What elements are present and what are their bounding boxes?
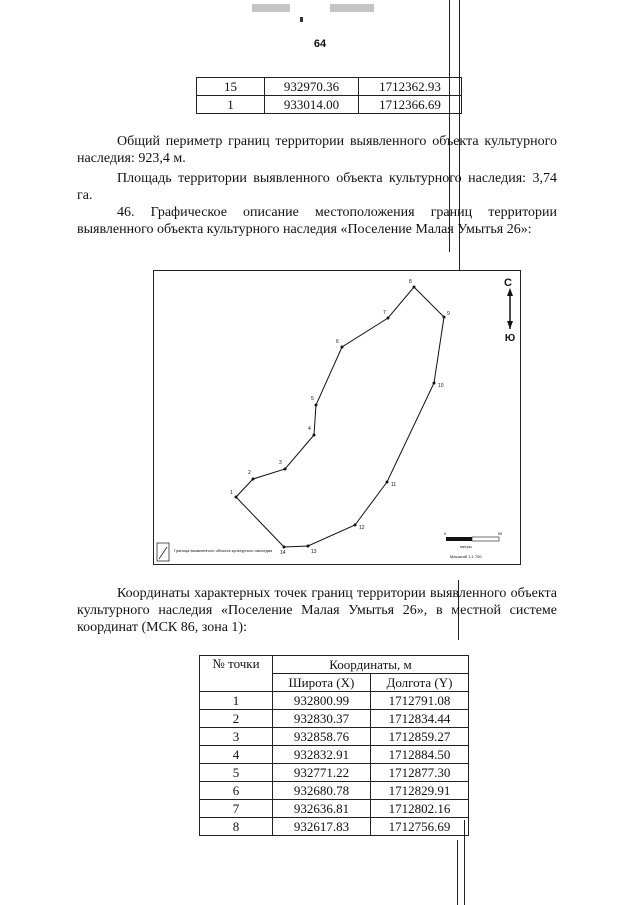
page-number: 64: [313, 38, 327, 50]
point-label: 7: [383, 310, 386, 316]
scale-text: Масштаб 1:1 700: [450, 554, 482, 559]
table-row: [200, 746, 469, 764]
boundary-point: [354, 524, 357, 527]
table-cell: 1: [197, 96, 265, 114]
table-cell: 932832.91: [273, 746, 371, 764]
table-cell: 932858.76: [273, 728, 371, 746]
table-cell: 3: [200, 728, 273, 746]
boundary-point: [283, 546, 286, 549]
point-label: 9: [447, 311, 450, 317]
scan-artifact: [330, 4, 374, 12]
coord-table: [199, 655, 469, 836]
boundary-point: [387, 317, 390, 320]
table-cell: 4: [200, 746, 273, 764]
table-cell: 8: [200, 818, 273, 836]
boundary-point: [313, 434, 316, 437]
point-label: 4: [308, 426, 311, 432]
boundary-point: [315, 404, 318, 407]
table-cell: 1712877.30: [370, 764, 468, 782]
scan-line: [457, 840, 458, 905]
legend-text: Граница выявленного объекта культурного наследия: [174, 548, 273, 553]
table-cell: 5: [200, 764, 273, 782]
table-cell: 1712829.91: [370, 782, 468, 800]
boundary-point: [341, 346, 344, 349]
item-46-paragraph: 46. Графическое описание местоположения границ территории выявленного объекта культурного наследия «Поселение Малая Умытья 26»:: [77, 205, 557, 237]
boundary-point: [413, 286, 416, 289]
table-cell: 1712859.27: [370, 728, 468, 746]
boundary-point: [386, 481, 389, 484]
table-cell: 932636.81: [273, 800, 371, 818]
boundary-point: [433, 382, 436, 385]
table-cell: 932771.22: [273, 764, 371, 782]
north-arrow: [504, 277, 515, 344]
scale-end: 50: [497, 531, 503, 536]
table-header-row: [200, 656, 469, 674]
map-canvas: [154, 271, 520, 564]
south-label: Ю: [504, 333, 516, 344]
point-label: 2: [248, 470, 251, 476]
header-point-number: № точки: [200, 656, 273, 692]
boundary-point: [443, 316, 446, 319]
point-label: 3: [279, 460, 282, 466]
point-label: 1: [230, 490, 233, 496]
table-cell: 1712756.69: [370, 818, 468, 836]
table-row: [200, 818, 469, 836]
boundary-polygon: [236, 287, 444, 547]
table-row: [200, 728, 469, 746]
point-label: 6: [336, 339, 339, 345]
table-cell: 933014.00: [265, 96, 359, 114]
scan-artifact: [300, 17, 303, 22]
boundary-point: [284, 468, 287, 471]
perimeter-paragraph: Общий периметр границ территории выявленного объекта культурного наследия: 923,4 м.: [77, 134, 557, 166]
point-label: 13: [311, 549, 317, 555]
point-label: 12: [359, 525, 365, 531]
table-cell: 932800.99: [273, 692, 371, 710]
point-label: 10: [438, 383, 444, 389]
table-cell: 1712834.44: [370, 710, 468, 728]
table-cell: 932617.83: [273, 818, 371, 836]
point-label: 5: [311, 396, 314, 402]
table-cell: 6: [200, 782, 273, 800]
table-cell: 1712362.93: [359, 78, 462, 96]
north-label: С: [504, 277, 512, 289]
table-row: [200, 764, 469, 782]
map-legend: [157, 543, 272, 561]
point-label: 11: [391, 482, 397, 488]
scale-units: метры: [460, 544, 472, 549]
table-row: [200, 692, 469, 710]
table-row: [197, 78, 462, 96]
table-cell: 1: [200, 692, 273, 710]
area-paragraph: Площадь территории выявленного объекта культурного наследия: 3,74 га.: [77, 171, 557, 203]
table-cell: 932830.37: [273, 710, 371, 728]
table-cell: 1712802.16: [370, 800, 468, 818]
scan-artifact: [252, 4, 290, 12]
point-label: 8: [409, 279, 412, 285]
table-cell: 2: [200, 710, 273, 728]
boundary-map: [153, 270, 521, 565]
header-longitude: Долгота (Y): [370, 674, 468, 692]
point-label: 14: [280, 550, 286, 556]
table-cell: 1712791.08: [370, 692, 468, 710]
table-cell: 1712884.50: [370, 746, 468, 764]
table-cell: 932680.78: [273, 782, 371, 800]
boundary-point: [235, 496, 238, 499]
table-row: [200, 710, 469, 728]
boundary-point: [307, 545, 310, 548]
table-row: [197, 96, 462, 114]
table-cell: 15: [197, 78, 265, 96]
table-cell: 7: [200, 800, 273, 818]
table-row: [200, 800, 469, 818]
scale-bar: [444, 531, 503, 559]
boundary-point: [252, 478, 255, 481]
scale-start: 0: [443, 531, 447, 536]
coords-intro-paragraph: Координаты характерных точек границ территории выявленного объекта культурного наследия «Поселение Малая Умытья 26», в местной системе координат (МСК 86, зона 1):: [77, 586, 557, 635]
header-coordinates: Координаты, м: [273, 656, 469, 674]
top-coord-table: [196, 77, 462, 114]
table-cell: 932970.36: [265, 78, 359, 96]
table-row: [200, 782, 469, 800]
table-cell: 1712366.69: [359, 96, 462, 114]
header-latitude: Широта (X): [273, 674, 371, 692]
